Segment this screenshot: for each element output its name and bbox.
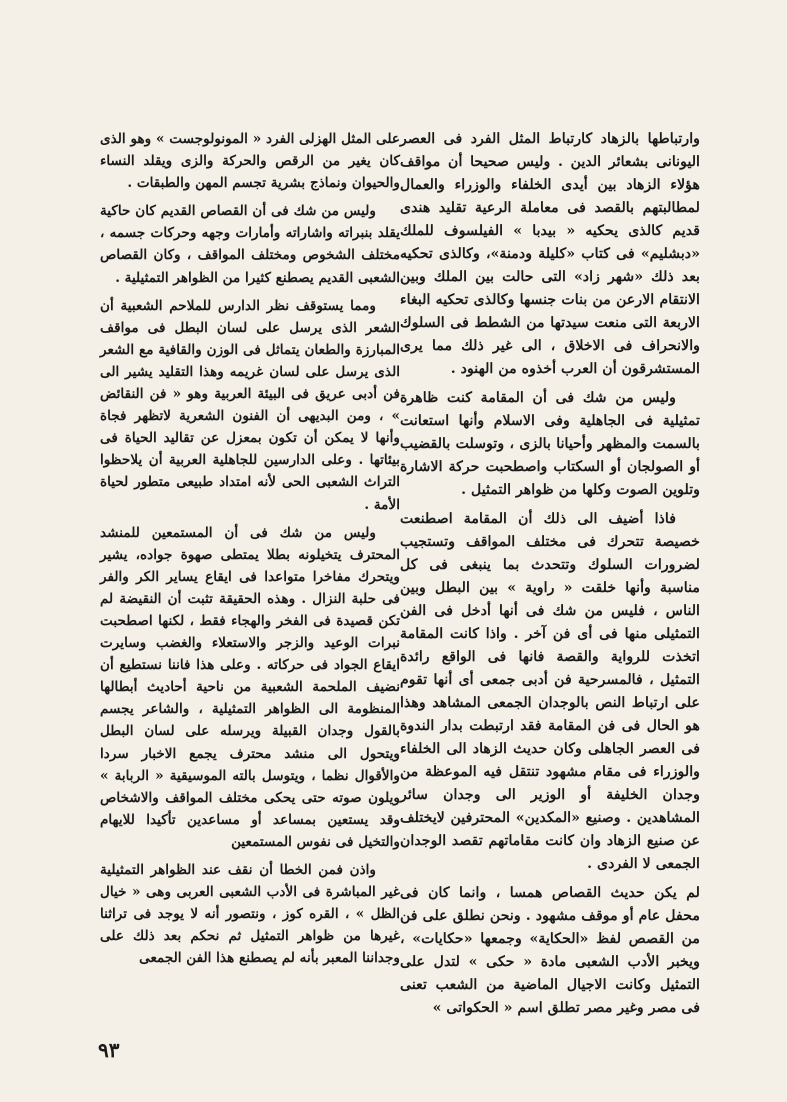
paragraph: لم يكن حديث القصاص همسا ، وانما كان فى محفل عام أو موقف مشهود . ونحن نطلق على فن من القصص لفظ «الحكاية» وجمعها «حكايات» ، ويخبر الأدب الشعبى مادة « حكى » لتدل على التمثيل وكانت الاجيال الماضية من الشعب تعنى فى مصر وغير مصر تطلق اسم « الحكواتى » [400, 885, 700, 1016]
paragraph: وارتباطها بالزهاد كارتباط المثل الفرد فى العصر اليونانى بشعائر الدين . وليس صحيحا أن مواقف هؤلاء الزهاد بين أيدى الخلفاء والوزراء والعمال لمطالبتهم بالقصد فى معاملة الرعية تقليد هندى قديم كالذى يحكيه « بيدبا » الفيلسوف للملك «دبشليم» فى كتاب «كليلة ودمنة»، وكالذى تحكيه بعد ذلك «شهر زاد» التى حالت بين الملك وبين الانتقام الارعن من بنات جنسها وكالذى تحكيه البغاء الاربعة التى منعت سيدتها من الشطط فى السلوك والانحراف فى الاخلاق ، الى غير ذلك مما يرى المستشرقون أن العرب أخذوه من الهنود . [400, 131, 700, 377]
text-column-left [100, 128, 400, 975]
paragraph: واذن فمن الخطا أن نقف عند الظواهر التمثيلية غير المباشرة فى الأدب الشعبى العربى وهى « خيال الظل » ، القره كوز ، ونتصور أنه لا يوجد فى تراثنا غيرها من ظواهر التمثيل ثم نحكم بعد ذلك على وجداننا المعبر بأنه لم يصطنع هذا الفن الجمعى [100, 862, 400, 967]
page-number: ٩٣ [98, 1038, 120, 1062]
paragraph: وليس من شك فى أن المقامة كنت ظاهرة تمثيلية فى الجاهلية وفى الاسلام وأنها استعانت بالسمت والمظهر وأحيانا بالزى ، وتوسلت بالقضيب أو الصولجان أو السكتاب واصطحبت حركة الاشارة وتلوين الصوت وكلها من ظواهر التمثيل . [400, 390, 700, 498]
paragraph: على المثل الهزلى الفرد « المونولوجست » وهو الذى كان يغير من الرقص والحركة والزى ويقلد النساء والحيوان ونماذج بشرية تجسم المهن والطبقات . [100, 131, 400, 192]
paragraph: فاذا أضيف الى ذلك أن المقامة اصطنعت خصيصة تتحرك فى مختلف المواقف وتستجيب لضرورات السلوك وتتحدث بما ينبغى فى كل مناسبة وأنها خلقت « راوية » بين البطل وبين الناس ، فليس من شك فى أنها أدخل فى الفن التمثيلى منها فى أى فن آخر . واذا كانت المقامة اتخذت للرواية والقصة فانها فى الواقع رائدة التمثيل ، فالمسرحية فن أدبى جمعى أى أنها تقوم على ارتباط النص بالوجدان الجمعى المشاهد وهذا هو الحال فى فن المقامة فقد ارتبطت بدار الندوة فى العصر الجاهلى وكان حديث الزهاد الى الخلفاء والوزراء فى مقام مشهود تنتقل فيه الموعظة من وجدان الخليفة أو الوزير الى وجدان سائر المشاهدين . وصنيع «المكدين» المحترفين لايختلف عن صنيع الزهاد وان كانت مقاماتهم تقصد الوجدان الجمعى لا الفردى . [400, 511, 700, 872]
text-column-right [400, 128, 700, 1026]
paragraph: ومما يستوقف نظر الدارس للملاحم الشعبية أن الشعر الذى يرسل على لسان البطل فى مواقف المبارزة والطعان يتماثل فى الوزن والقافية مع الشعر الذى يرسل على لسان غريمه وهذا التقليد يشير الى فن أدبى عريق فى البيئة العربية وهو « فن النقائض » ، ومن البديهى أن الفنون الشعرية لاتظهر فجاة وأنها لا يمكن أن تكون بمعزل عن تقاليد الحياة فى بيئاتها . وعلى الدارسين للجاهلية العربية أن يلاحظوا التراث الشعبى الحى لأنه امتداد طبيعى متطور لحياة الأمة . [100, 297, 400, 513]
paragraph: وليس من شك فى أن المستمعين للمنشد المحترف يتخيلونه بطلا يمتطى صهوة جواده، يشير ويتحرك مفاخرا متواعدا فى ايقاع يساير الكر والفر فى حلبة النزال . وهذه الحقيقة تثبت أن النقيضة لم تكن قصيدة فى الفخر والهجاء فقط ، لكنها اصطحبت نبرات الوعيد والزجر والاستعلاء والغضب وسايرت ايقاع الجواد فى حركاته . وعلى هذا فاننا نستطيع أن نضيف الملحمة الشعبية من ناحية أحاديث أبطالها المنظومة الى الظواهر التمثيلية ، والشاعر يجسم بالقول وجدان القبيلة ويرسله على لسان البطل ويتحول الى منشد محترف يجمع الاخبار سردا والأقوال نظما ، ويتوسل بالته الموسيقية « الربابة » ويلون صوته حتى يحكى مختلف المواقف والاشخاص وقد يستعين بمساعد أو مساعدين تأكيدا للايهام والتخيل فى نفوس المستمعين [100, 524, 400, 850]
paragraph: وليس من شك فى أن القصاص القديم كان حاكية يقلد بنبراته واشاراته وأمارات وجهه وحركات جسمه ، مختلف الشخوص ومختلف المواقف ، وكان القصاص الشعبى القديم يصطنع كثيرا من الظواهر التمثيلية . [100, 203, 400, 286]
